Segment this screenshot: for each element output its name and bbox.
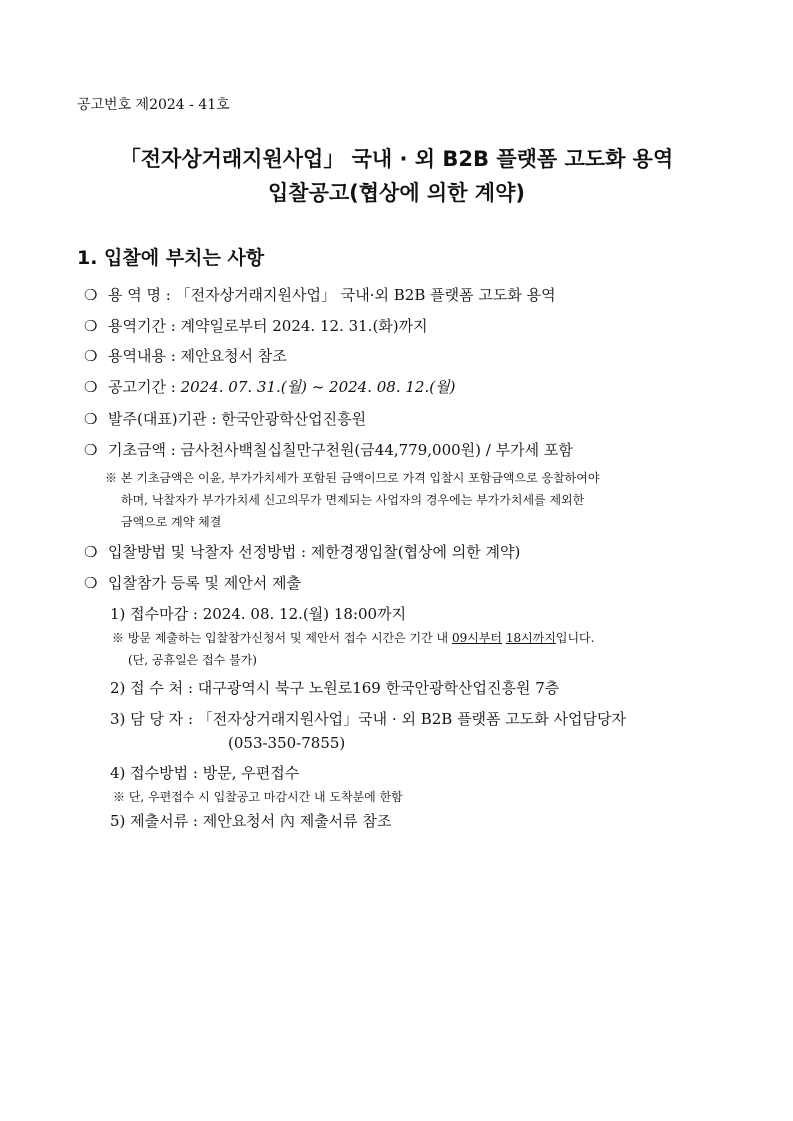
sub-contact: 3) 담 당 자 : 「전자상거래지원사업」국내 · 외 B2B 플랫폼 고도화 사업담당자 [110, 710, 626, 728]
notice-number: 공고번호 제2024 - 41호 [77, 97, 230, 113]
bullet-circle-icon: ❍ [84, 286, 98, 304]
bullet-circle-icon: ❍ [84, 347, 98, 365]
bullet-circle-icon: ❍ [84, 378, 98, 396]
item-registration: ❍ 입찰참가 등록 및 제안서 제출 [84, 574, 301, 592]
bullet-circle-icon: ❍ [84, 317, 98, 335]
item-ordering-agency: ❍ 발주(대표)기관 : 한국안광학산업진흥원 [84, 410, 367, 428]
title-line-1: 「전자상거래지원사업」 국내 · 외 B2B 플랫폼 고도화 용역 [119, 147, 674, 171]
method-note: ※ 단, 우편접수 시 입찰공고 마감시간 내 도착분에 한함 [113, 790, 403, 804]
sub-deadline: 1) 접수마감 : 2024. 08. 12.(월) 18:00까지 [110, 605, 407, 623]
bullet-circle-icon: ❍ [84, 441, 98, 459]
notice-period-value: 2024. 07. 31.(월) ~ 2024. 08. 12.(월) [180, 378, 456, 396]
item-service-period: ❍ 용역기간 : 계약일로부터 2024. 12. 31.(화)까지 [84, 317, 428, 335]
sub-contact-phone: (053-350-7855) [228, 734, 346, 752]
sub-place: 2) 접 수 처 : 대구광역시 북구 노원로169 한국안광학산업진흥원 7층 [110, 679, 560, 697]
visit-note: ※ 방문 제출하는 입찰참가신청서 및 제안서 접수 시간은 기간 내 09시부터 18시까지입니다. (단, 공휴일은 접수 불가) [112, 631, 595, 667]
item-service-content: ❍ 용역내용 : 제안요청서 참조 [84, 347, 287, 365]
bullet-circle-icon: ❍ [84, 574, 98, 592]
section-heading: 1. 입찰에 부치는 사항 [77, 247, 265, 269]
base-amount-note: ※ 본 기초금액은 이윤, 부가가치세가 포함된 금액이므로 가격 입찰시 포함금액으로 응찰하여야 하며, 낙찰자가 부가가치세 신고의무가 면제되는 사업자의 경우에는 부가가치세를 제외한 금액으로 계약 체결 [105, 471, 600, 529]
item-notice-period: ❍ 공고기간 : 2024. 07. 31.(월) ~ 2024. 08. 12.(월) [84, 378, 456, 396]
sub-documents: 5) 제출서류 : 제안요청서 內 제출서류 참조 [110, 812, 392, 830]
item-service-name: ❍ 용 역 명 : 「전자상거래지원사업」 국내·외 B2B 플랫폼 고도화 용역 [84, 286, 556, 304]
item-bid-method: ❍ 입찰방법 및 낙찰자 선정방법 : 제한경쟁입찰(협상에 의한 계약) [84, 543, 521, 561]
sub-method: 4) 접수방법 : 방문, 우편접수 [110, 764, 300, 782]
bullet-circle-icon: ❍ [84, 410, 98, 428]
bullet-circle-icon: ❍ [84, 543, 98, 561]
title-line-2: 입찰공고(협상에 의한 계약) [268, 181, 525, 205]
item-base-amount: ❍ 기초금액 : 금사천사백칠십칠만구천원(금44,779,000원) / 부가세 포함 [84, 441, 573, 459]
